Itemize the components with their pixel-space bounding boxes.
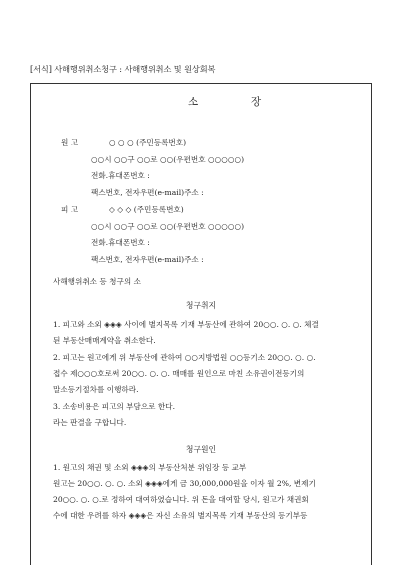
case-name: 사해행위취소 등 청구의 소 — [53, 277, 141, 286]
defendant-address: ○○시 ○○구 ○○로 ○○(우편번호 ○○○○○) — [91, 222, 245, 231]
title-right: 장 — [251, 96, 262, 108]
plaintiff-address: ○○시 ○○구 ○○로 ○○(우편번호 ○○○○○) — [91, 155, 245, 164]
claim-purpose-line: 3. 소송비용은 피고의 부담으로 한다. — [53, 402, 176, 411]
defendant-phone: 전화․휴대폰번호 : — [91, 238, 150, 247]
claim-purpose-heading: 청구취지 — [185, 301, 217, 310]
defendant-name: ◇ ◇ ◇ (주민등록번호) — [109, 205, 184, 214]
title-left: 소 — [188, 96, 199, 108]
claim-purpose-line: 1. 피고와 소외 ◈◈◈ 사이에 별지목록 기재 부동산에 관하여 20○○. ○. ○. 체결 — [53, 320, 319, 329]
defendant-fax-email: 팩스번호, 전자우편(e-mail)주소 : — [91, 255, 204, 264]
claim-purpose-line: 라는 판결을 구합니다. — [53, 418, 127, 427]
claim-cause-heading: 청구원인 — [185, 445, 217, 454]
claim-cause-line: 수에 대한 우려를 하자 ◈◈◈은 자신 소유의 별지목록 기재 부동산의 등기부등 — [53, 511, 308, 520]
claim-cause-line: 원고는 20○○. ○. ○. 소외 ◈◈◈에게 금 30,000,000원을 이자 월 2%, 변제기 — [53, 479, 316, 488]
claim-cause-line: 20○○. ○. ○.로 정하여 대여하였습니다. 위 돈을 대여할 당시, 원고가 채권회 — [53, 495, 309, 504]
plaintiff-fax-email: 팩스번호, 전자우편(e-mail)주소 : — [91, 188, 204, 197]
plaintiff-phone: 전화․휴대폰번호 : — [91, 171, 150, 180]
form-header: [서식] 사해행위취소청구 : 사해행위취소 및 원상회복 — [30, 64, 216, 74]
claim-purpose-line: 말소등기절차를 이행하라. — [53, 385, 139, 394]
claim-cause-line: 1. 원고의 채권 및 소외 ◈◈◈의 부동산처분 위임장 등 교부 — [53, 463, 247, 472]
document-frame — [30, 83, 372, 565]
claim-purpose-line: 접수 제○○○호로써 20○○. ○. ○. 매매를 원인으로 마친 소유권이전등기의 — [53, 369, 305, 378]
plaintiff-label: 원 고 — [61, 138, 79, 147]
plaintiff-name: ○ ○ ○ (주민등록번호) — [109, 138, 187, 147]
claim-purpose-line: 2. 피고는 원고에게 위 부동산에 관하여 ○○지방법원 ○○등기소 20○○. ○. ○. — [53, 353, 316, 362]
claim-purpose-line: 된 부동산매매계약을 취소한다. — [53, 336, 156, 345]
defendant-label: 피 고 — [61, 205, 79, 214]
